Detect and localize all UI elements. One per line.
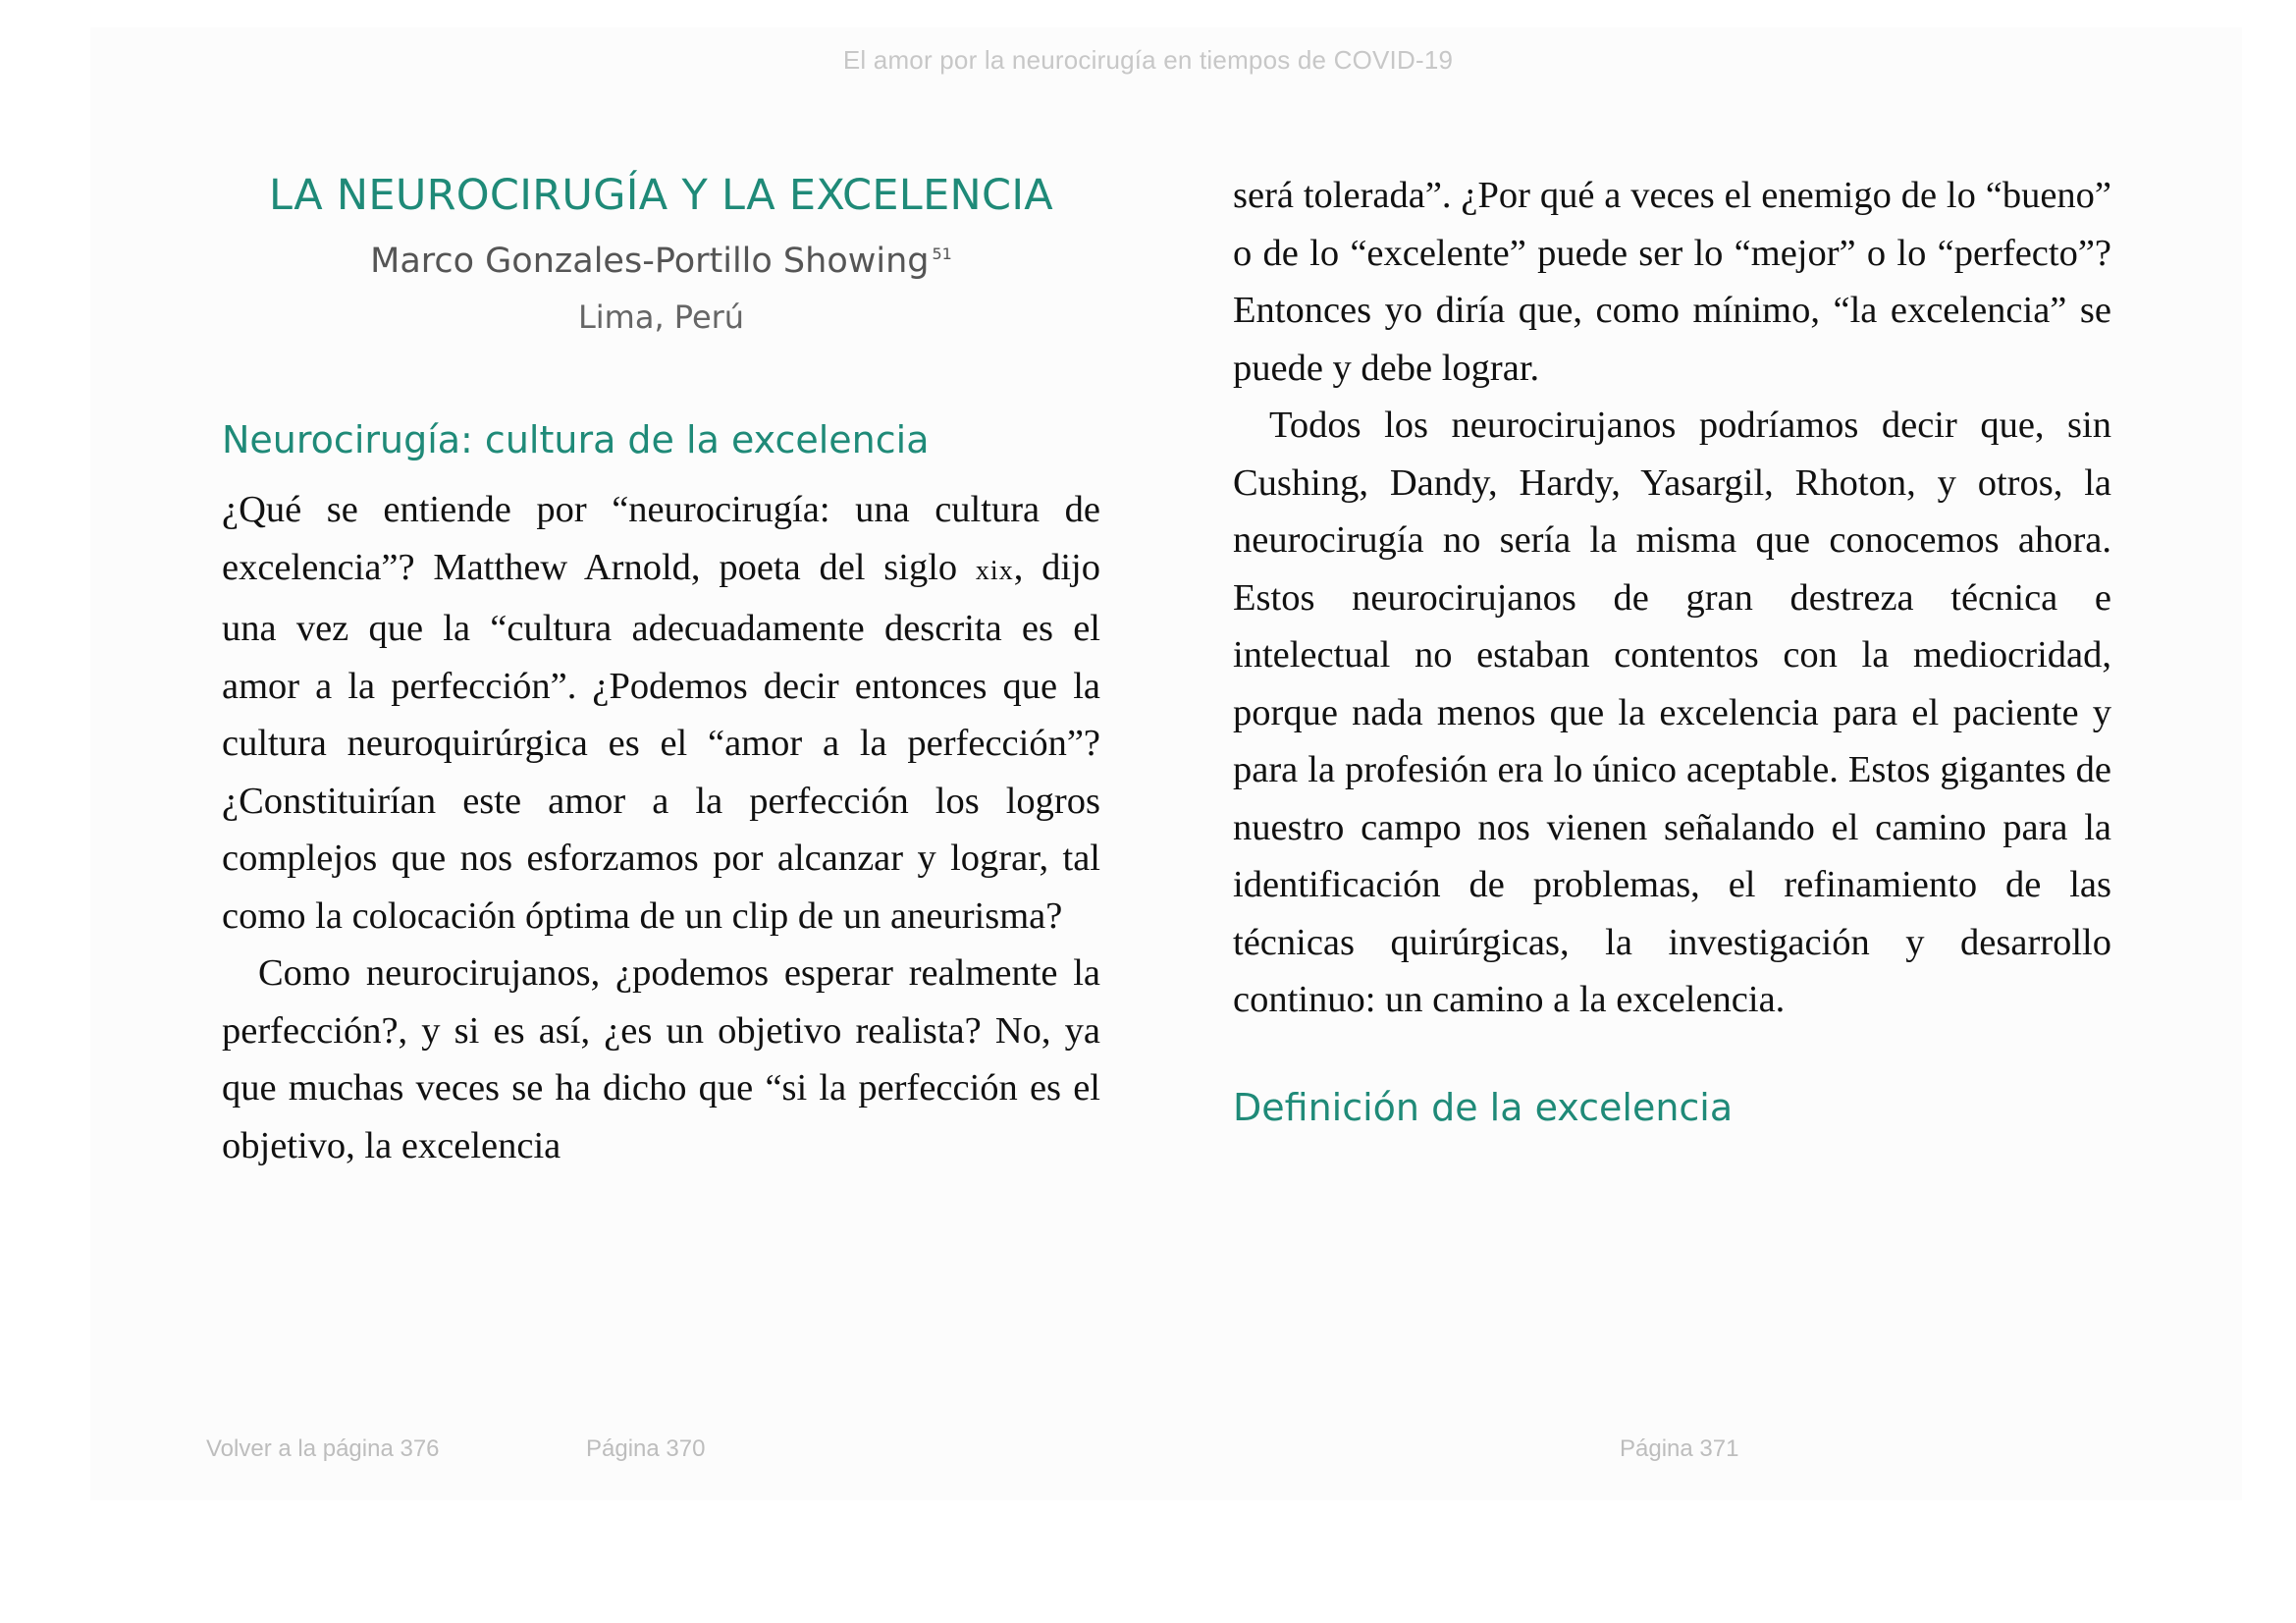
paragraph-gigantes: Todos los neurocirujanos podríamos decir que, sin Cushing, Dandy, Hardy, Yasargil, Rhoton, y otros, la neurocirugía no sería la misma que conocemos ahora. Estos neurocirujanos de gran destreza técnica e intelectual no estaban contentos con la mediocridad, porque nada menos que la excelencia para el paciente y para la profesión era lo único aceptable. Estos gigantes de nuestro campo nos vienen señalando el camino para la identificación de problemas, el refinamiento de las técnicas quirúrgicas, la investigación y desarrollo continuo: un camino a la excelencia.	[1233, 405, 2111, 1020]
chapter-title: LA NEUROCIRUGÍA Y LA EXCELENCIA	[268, 171, 1054, 220]
book-title: El amor por la neurocirugía en tiempos de COVID-19	[842, 45, 1454, 75]
author-name: Marco Gonzales-Portillo Showing	[370, 242, 930, 281]
paragraph-cultura-1	[222, 481, 1100, 945]
right-page-number: Página 371	[1620, 1435, 1739, 1462]
right-page	[1233, 167, 2111, 1129]
author-footnote-marker[interactable]: 51	[932, 244, 952, 264]
left-page	[222, 167, 1100, 1174]
paragraph-cultura-2: Como neurocirujanos, ¿podemos esperar realmente la perfección?, y si es así, ¿es un objetivo realista? No, ya que muchas veces se ha dicho que “si la perfección es el objetivo, la excelencia	[222, 952, 1100, 1166]
author-location: Lima, Perú	[577, 298, 745, 336]
left-page-number: Página 370	[586, 1435, 706, 1462]
section-heading-definicion: Definición de la excelencia	[1233, 1085, 1734, 1129]
paragraph-continuation: será tolerada”. ¿Por qué a veces el enemigo de lo “bueno” o de lo “excelente” puede ser lo “mejor” o lo “perfecto”? Entonces yo diría que, como mínimo, “la excelencia” se puede y debe lograr.	[1233, 175, 2111, 389]
section-heading-cultura: Neurocirugía: cultura de la excelencia	[222, 418, 930, 461]
century-roman-numeral: xix	[975, 555, 1014, 586]
author-line	[222, 242, 1100, 281]
paragraph-text: ¿Qué se entiende por “neurocirugía: una cultura de excelencia”? Matthew Arnold, poeta del siglo	[222, 489, 1100, 588]
back-to-page-link[interactable]: Volver a la página 376	[206, 1435, 440, 1462]
paragraph-text: , dijo una vez que la “cultura adecuadamente descrita es el amor a la perfección”. ¿Podemos decir entonces que la cultura neuroquirúrgica es el “amor a la perfección”? ¿Constituirían este amor a la perfección los logros complejos que nos esforzamos por alcanzar y lograr, tal como la colocación óptima de un clip de un aneurisma?	[222, 546, 1100, 937]
